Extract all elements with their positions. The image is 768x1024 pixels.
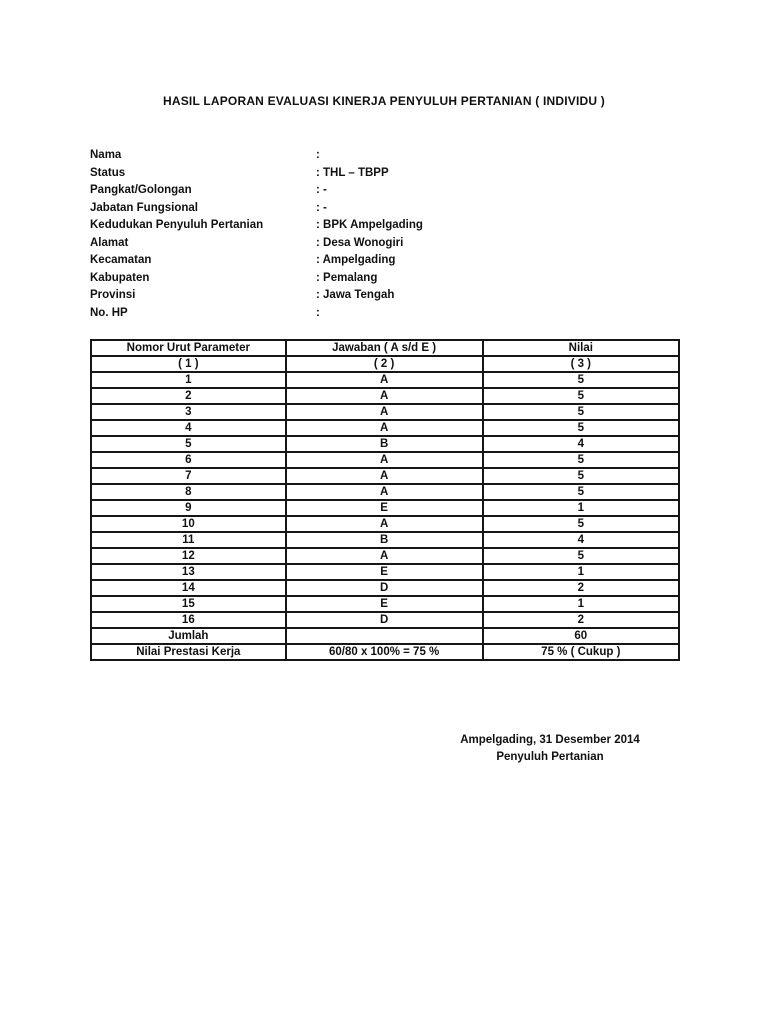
field-row-kabupaten xyxy=(90,270,650,288)
cell-no: 9 xyxy=(91,500,286,516)
cell-no: 15 xyxy=(91,596,286,612)
table-row xyxy=(91,612,679,628)
signature-place-date: Ampelgading, 31 Desember 2014 xyxy=(460,734,640,746)
final-result: 75 % ( Cukup ) xyxy=(483,644,679,660)
cell-nilai: 5 xyxy=(483,404,679,420)
header-cell-jawaban: Jawaban ( A s/d E ) xyxy=(286,340,483,356)
cell-no: 7 xyxy=(91,468,286,484)
table-colnum-row xyxy=(91,356,679,372)
cell-jawaban: A xyxy=(286,388,483,404)
table-row xyxy=(91,516,679,532)
cell-no: 13 xyxy=(91,564,286,580)
field-value: : THL – TBPP xyxy=(316,166,389,179)
field-label: Kedudukan Penyuluh Pertanian xyxy=(90,219,264,231)
cell-jawaban: D xyxy=(286,580,483,596)
cell-nilai: 2 xyxy=(483,580,679,596)
field-value: : - xyxy=(316,184,327,196)
total-label: Jumlah xyxy=(91,628,286,644)
header-cell-nilai: Nilai xyxy=(483,340,679,356)
table-row xyxy=(91,564,679,580)
table-row xyxy=(91,532,679,548)
cell-no: 8 xyxy=(91,484,286,500)
field-row-provinsi xyxy=(90,287,650,305)
final-formula: 60/80 x 100% = 75 % xyxy=(286,644,483,660)
cell-jawaban: A xyxy=(286,516,483,532)
cell-jawaban: A xyxy=(286,468,483,484)
cell-jawaban: B xyxy=(286,532,483,548)
cell-jawaban: A xyxy=(286,452,483,468)
table-row xyxy=(91,484,679,500)
field-label: Kabupaten xyxy=(90,271,150,284)
cell-jawaban: E xyxy=(286,500,483,516)
cell-no: 2 xyxy=(91,388,286,404)
field-label: Jabatan Fungsional xyxy=(90,201,198,214)
colnum-cell: ( 1 ) xyxy=(91,356,286,372)
cell-no: 5 xyxy=(91,436,286,452)
cell-jawaban: A xyxy=(286,484,483,500)
cell-nilai: 5 xyxy=(483,468,679,484)
field-label: Provinsi xyxy=(90,289,136,301)
field-row-nama xyxy=(90,147,650,165)
field-label: Alamat xyxy=(90,236,129,249)
field-row-kecamatan xyxy=(90,252,650,270)
cell-no: 4 xyxy=(91,420,286,436)
table-row xyxy=(91,420,679,436)
field-row-no-hp xyxy=(90,305,650,323)
document-title: HASIL LAPORAN EVALUASI KINERJA PENYULUH PERTANIAN ( INDIVIDU ) xyxy=(163,94,605,108)
cell-nilai: 5 xyxy=(483,452,679,468)
cell-nilai: 5 xyxy=(483,484,679,500)
cell-nilai: 4 xyxy=(483,532,679,548)
field-label: No. HP xyxy=(90,306,128,319)
identity-fields xyxy=(90,147,650,322)
table-row xyxy=(91,596,679,612)
cell-nilai: 5 xyxy=(483,420,679,436)
field-label: Kecamatan xyxy=(90,254,152,266)
cell-no: 3 xyxy=(91,404,286,420)
field-value: : Pemalang xyxy=(316,271,378,284)
table-row xyxy=(91,388,679,404)
table-row xyxy=(91,500,679,516)
field-label: Status xyxy=(90,166,126,179)
cell-jawaban: A xyxy=(286,404,483,420)
signature-role: Penyuluh Pertanian xyxy=(496,751,604,763)
cell-nilai: 5 xyxy=(483,388,679,404)
cell-nilai: 4 xyxy=(483,436,679,452)
field-value: : - xyxy=(316,201,327,214)
field-row-kedudukan xyxy=(90,217,650,235)
table-row xyxy=(91,452,679,468)
table-row xyxy=(91,548,679,564)
field-row-pangkat-golongan xyxy=(90,182,650,200)
field-value: : Ampelgading xyxy=(316,254,396,266)
cell-nilai: 1 xyxy=(483,500,679,516)
evaluation-table xyxy=(90,339,680,661)
cell-nilai: 5 xyxy=(483,372,679,388)
cell-no: 12 xyxy=(91,548,286,564)
total-jawaban xyxy=(286,628,483,644)
cell-jawaban: A xyxy=(286,548,483,564)
cell-nilai: 1 xyxy=(483,596,679,612)
cell-jawaban: E xyxy=(286,564,483,580)
cell-jawaban: E xyxy=(286,596,483,612)
cell-nilai: 1 xyxy=(483,564,679,580)
cell-no: 6 xyxy=(91,452,286,468)
cell-no: 10 xyxy=(91,516,286,532)
field-row-alamat xyxy=(90,235,650,253)
header-cell-nomor: Nomor Urut Parameter xyxy=(91,340,286,356)
cell-nilai: 5 xyxy=(483,548,679,564)
final-label: Nilai Prestasi Kerja xyxy=(91,644,286,660)
cell-no: 11 xyxy=(91,532,286,548)
table-row xyxy=(91,580,679,596)
field-value: : BPK Ampelgading xyxy=(316,219,423,231)
cell-jawaban: D xyxy=(286,612,483,628)
cell-nilai: 2 xyxy=(483,612,679,628)
signature-block xyxy=(400,732,700,766)
table-row xyxy=(91,468,679,484)
table-total-row xyxy=(91,628,679,644)
cell-no: 1 xyxy=(91,372,286,388)
table-final-row xyxy=(91,644,679,660)
table-row xyxy=(91,372,679,388)
field-row-jabatan-fungsional xyxy=(90,200,650,218)
colnum-cell: ( 3 ) xyxy=(483,356,679,372)
cell-no: 14 xyxy=(91,580,286,596)
table-header-row xyxy=(91,340,679,356)
table-row xyxy=(91,436,679,452)
field-value: : Jawa Tengah xyxy=(316,289,395,301)
field-label: Nama xyxy=(90,149,122,161)
field-value: : Desa Wonogiri xyxy=(316,236,404,249)
table-row xyxy=(91,404,679,420)
cell-jawaban: B xyxy=(286,436,483,452)
total-nilai: 60 xyxy=(483,628,679,644)
cell-jawaban: A xyxy=(286,420,483,436)
field-value: : xyxy=(316,149,320,161)
cell-no: 16 xyxy=(91,612,286,628)
cell-nilai: 5 xyxy=(483,516,679,532)
cell-jawaban: A xyxy=(286,372,483,388)
colnum-cell: ( 2 ) xyxy=(286,356,483,372)
field-label: Pangkat/Golongan xyxy=(90,184,192,196)
field-row-status xyxy=(90,165,650,183)
field-value: : xyxy=(316,306,320,319)
